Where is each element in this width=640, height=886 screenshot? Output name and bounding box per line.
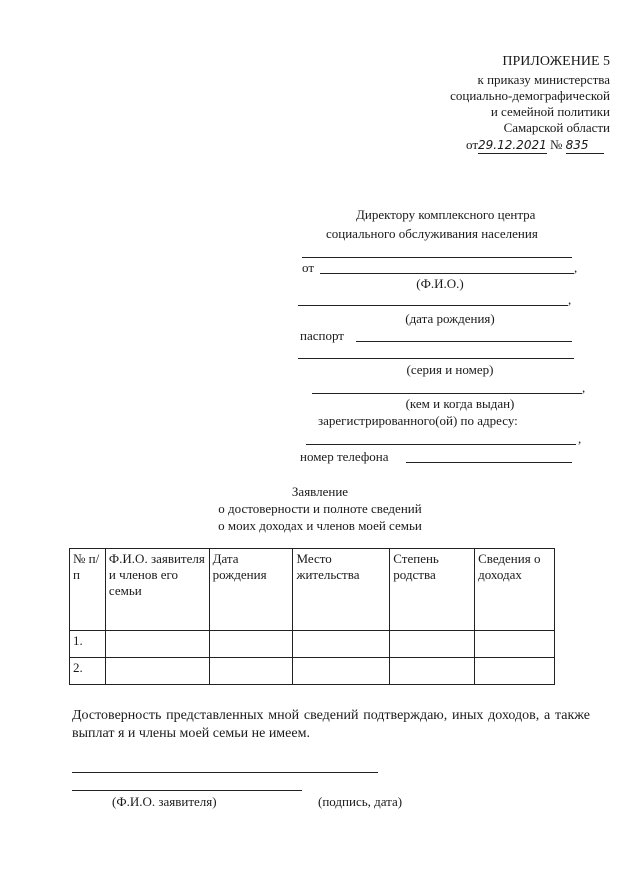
table-cell[interactable]: [293, 631, 390, 658]
comma: ,: [568, 292, 572, 307]
passport-input-line[interactable]: [356, 341, 572, 342]
appendix-line-2: социально-демографической: [450, 88, 610, 103]
table-cell[interactable]: [475, 631, 555, 658]
table-cell[interactable]: [105, 658, 209, 685]
applicant-fio-line[interactable]: [72, 790, 302, 791]
signature-date-hint: (подпись, дата): [318, 794, 403, 809]
table-cell[interactable]: [209, 658, 293, 685]
addressee-line-2: социального обслуживания населения: [326, 226, 538, 241]
comma: ,: [574, 260, 578, 275]
col-header-birth-date: Дата рождения: [209, 549, 293, 631]
table-row: [70, 631, 555, 658]
passport-label: паспорт: [300, 328, 344, 343]
col-header-number: № п/п: [70, 549, 106, 631]
col-header-income: Сведения о доходах: [475, 549, 555, 631]
col-header-relation: Степень родства: [390, 549, 475, 631]
issued-input-line[interactable]: [312, 393, 582, 394]
addressee-line-1: Директору комплексного центра: [356, 207, 536, 222]
confirmation-text: Достоверность представленных мной сведений подтверждаю, иных доходов, а также выплат я и члены моей семьи не имеем.: [72, 708, 590, 741]
statement-subtitle-2: о моих доходах и членов моей семьи: [218, 518, 422, 533]
signature-line[interactable]: [72, 772, 378, 773]
date-prefix: от: [466, 137, 479, 152]
appendix-date-row: [466, 137, 604, 154]
number-prefix: №: [549, 137, 563, 152]
table-cell[interactable]: [390, 658, 475, 685]
statement-subtitle-1: о достоверности и полноте сведений: [218, 501, 422, 516]
comma: ,: [582, 380, 586, 395]
row-number: 1.: [70, 631, 106, 658]
appendix-line-3: и семейной политики: [490, 104, 610, 119]
appendix-line-4: Самарской области: [503, 120, 610, 135]
order-number-value: 835: [566, 137, 604, 154]
table-header-row: [70, 549, 555, 631]
col-header-residence: Место жительства: [293, 549, 390, 631]
order-date-value: 29.12.2021: [478, 138, 547, 152]
fio-input-line[interactable]: [320, 273, 574, 274]
family-income-table: [69, 548, 555, 685]
appendix-line-1: к приказу министерства: [477, 72, 610, 87]
col-header-fio: Ф.И.О. заявителя и членов его семьи: [105, 549, 209, 631]
address-input-line[interactable]: [306, 444, 576, 445]
table-cell[interactable]: [293, 658, 390, 685]
table-cell[interactable]: [390, 631, 475, 658]
table-cell[interactable]: [475, 658, 555, 685]
phone-label: номер телефона: [300, 449, 389, 464]
issued-hint: (кем и когда выдан): [405, 396, 515, 411]
registered-label: зарегистрированного(ой) по адресу:: [318, 413, 518, 428]
statement-title: Заявление: [291, 484, 349, 499]
comma: ,: [578, 431, 582, 446]
applicant-fio-hint: (Ф.И.О. заявителя): [112, 794, 217, 809]
appendix-title: ПРИЛОЖЕНИЕ 5: [502, 54, 610, 69]
phone-input-line[interactable]: [406, 462, 572, 463]
table-row: [70, 658, 555, 685]
fio-hint: (Ф.И.О.): [416, 276, 464, 291]
series-hint: (серия и номер): [406, 362, 494, 377]
blank-line-above-from[interactable]: [302, 257, 572, 258]
birth-date-hint: (дата рождения): [405, 311, 495, 326]
table-cell[interactable]: [209, 631, 293, 658]
row-number: 2.: [70, 658, 106, 685]
table-cell[interactable]: [105, 631, 209, 658]
birth-date-input-line[interactable]: [298, 305, 568, 306]
from-label: от: [302, 260, 315, 275]
passport-extra-line[interactable]: [298, 358, 574, 359]
